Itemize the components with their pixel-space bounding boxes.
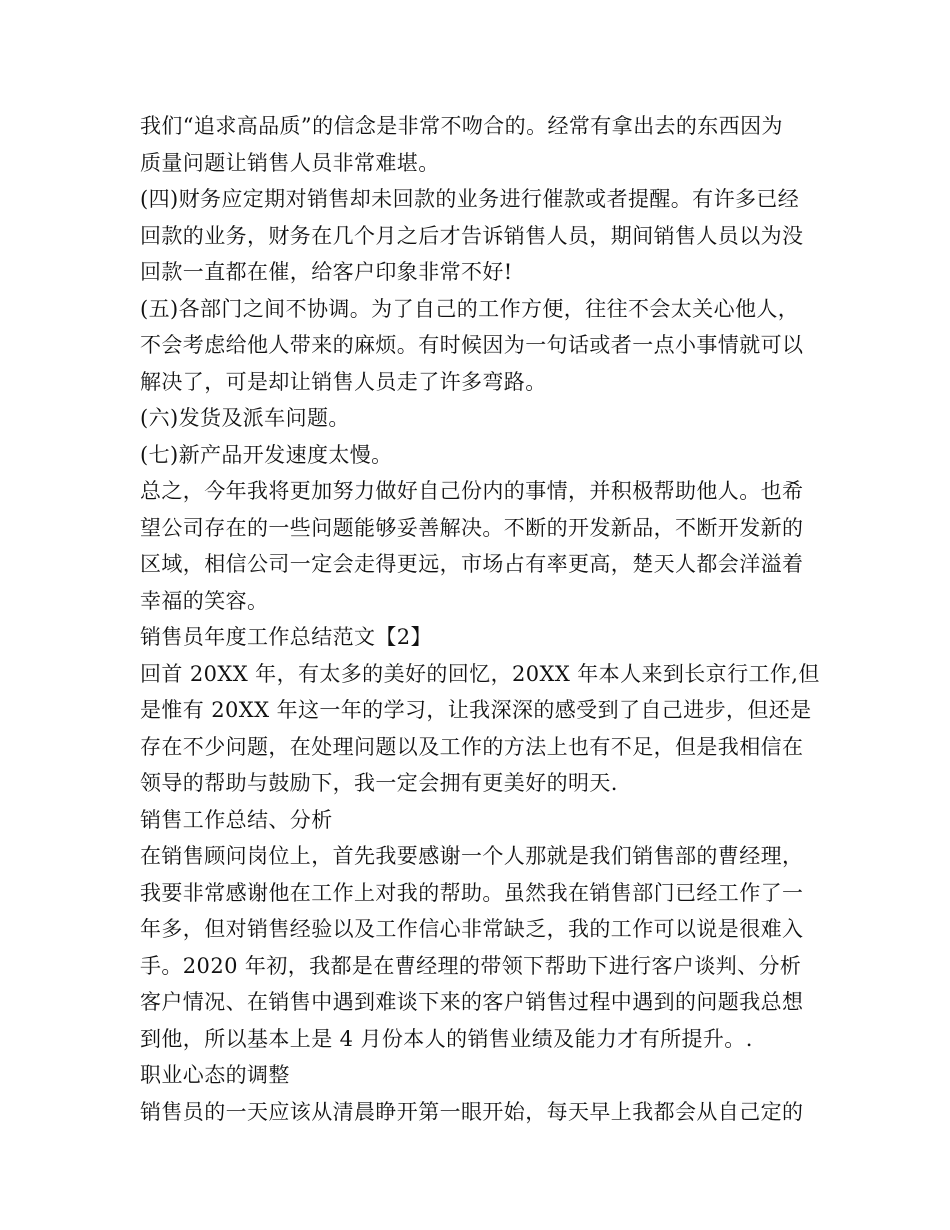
paragraph [140,802,820,839]
text-line: 质量问题让销售人员非常难堪。 [140,150,440,175]
paragraph [140,437,820,474]
text-line: 存在不少问题，在处理问题以及工作的方法上也有不足，但是我相信在 [140,734,804,759]
text-line: 到他，所以基本上是 4 月份本人的销售业绩及能力才有所提升。. [140,1026,753,1051]
text-line: 不会考虑给他人带来的麻烦。有时候因为一句话或者一点小事情就可以 [140,333,804,357]
text-line: 在销售顾问岗位上，首先我要感谢一个人那就是我们销售部的曹经理， [140,844,804,868]
paragraph [140,619,820,656]
text-line: (七)新产品开发速度太慢。 [140,442,393,467]
paragraph [140,1094,820,1131]
text-line: 职业心态的调整 [140,1063,290,1087]
text-line: 幸福的笑容。 [140,588,269,613]
text-line: 解决了，可是却让销售人员走了许多弯路。 [140,369,547,394]
text-line: 回首 20XX 年，有太多的美好的回忆，20XX 年本人来到长京行工作,但 [140,661,820,686]
text-line: 我们“追求高品质”的信念是非常不吻合的。经常有拿出去的东西因为 [140,114,783,138]
text-line: 区域，相信公司一定会走得更远，市场占有率更高，楚天人都会洋溢着 [140,552,804,576]
text-line: 回款一直都在催，给客户印象非常不好! [140,260,513,284]
paragraph [140,291,820,401]
paragraph [140,838,820,1057]
text-line: 客户情况、在销售中遇到难谈下来的客户销售过程中遇到的问题我总想 [140,990,804,1014]
text-line: 是惟有 20XX 年这一年的学习，让我深深的感受到了自己进步，但还是 [140,698,812,722]
text-line: 我要非常感谢他在工作上对我的帮助。虽然我在销售部门已经工作了一 [140,880,804,905]
paragraph [140,400,820,437]
text-line: 销售员的一天应该从清晨睁开第一眼开始，每天早上我都会从自己定的 [140,1099,804,1124]
paragraph [140,181,820,291]
text-line: 望公司存在的一些问题能够妥善解决。不断的开发新品，不断开发新的 [140,515,804,540]
text-line: (六)发货及派车问题。 [140,406,350,430]
text-line: 回款的业务，财务在几个月之后才告诉销售人员，期间销售人员以为没 [140,223,804,248]
paragraph [140,108,820,181]
text-line: 销售工作总结、分析 [140,807,333,832]
paragraph [140,473,820,619]
text-line: 销售员年度工作总结范文【2】 [140,625,432,649]
text-line: (四)财务应定期对销售却未回款的业务进行催款或者提醒。有许多已经 [140,187,800,211]
paragraph [140,656,820,802]
text-line: 年多，但对销售经验以及工作信心非常缺乏，我的工作可以说是很难入 [140,917,804,941]
text-line: (五)各部门之间不协调。为了自己的工作方便，往往不会太关心他人， [140,296,800,321]
text-line: 领导的帮助与鼓励下，我一定会拥有更美好的明天. [140,771,618,795]
paragraph [140,1057,820,1094]
text-line: 总之，今年我将更加努力做好自己份内的事情，并积极帮助他人。也希 [140,479,804,503]
document-body [140,108,820,1130]
text-line: 手。2020 年初，我都是在曹经理的带领下帮助下进行客户谈判、分析 [140,953,802,978]
